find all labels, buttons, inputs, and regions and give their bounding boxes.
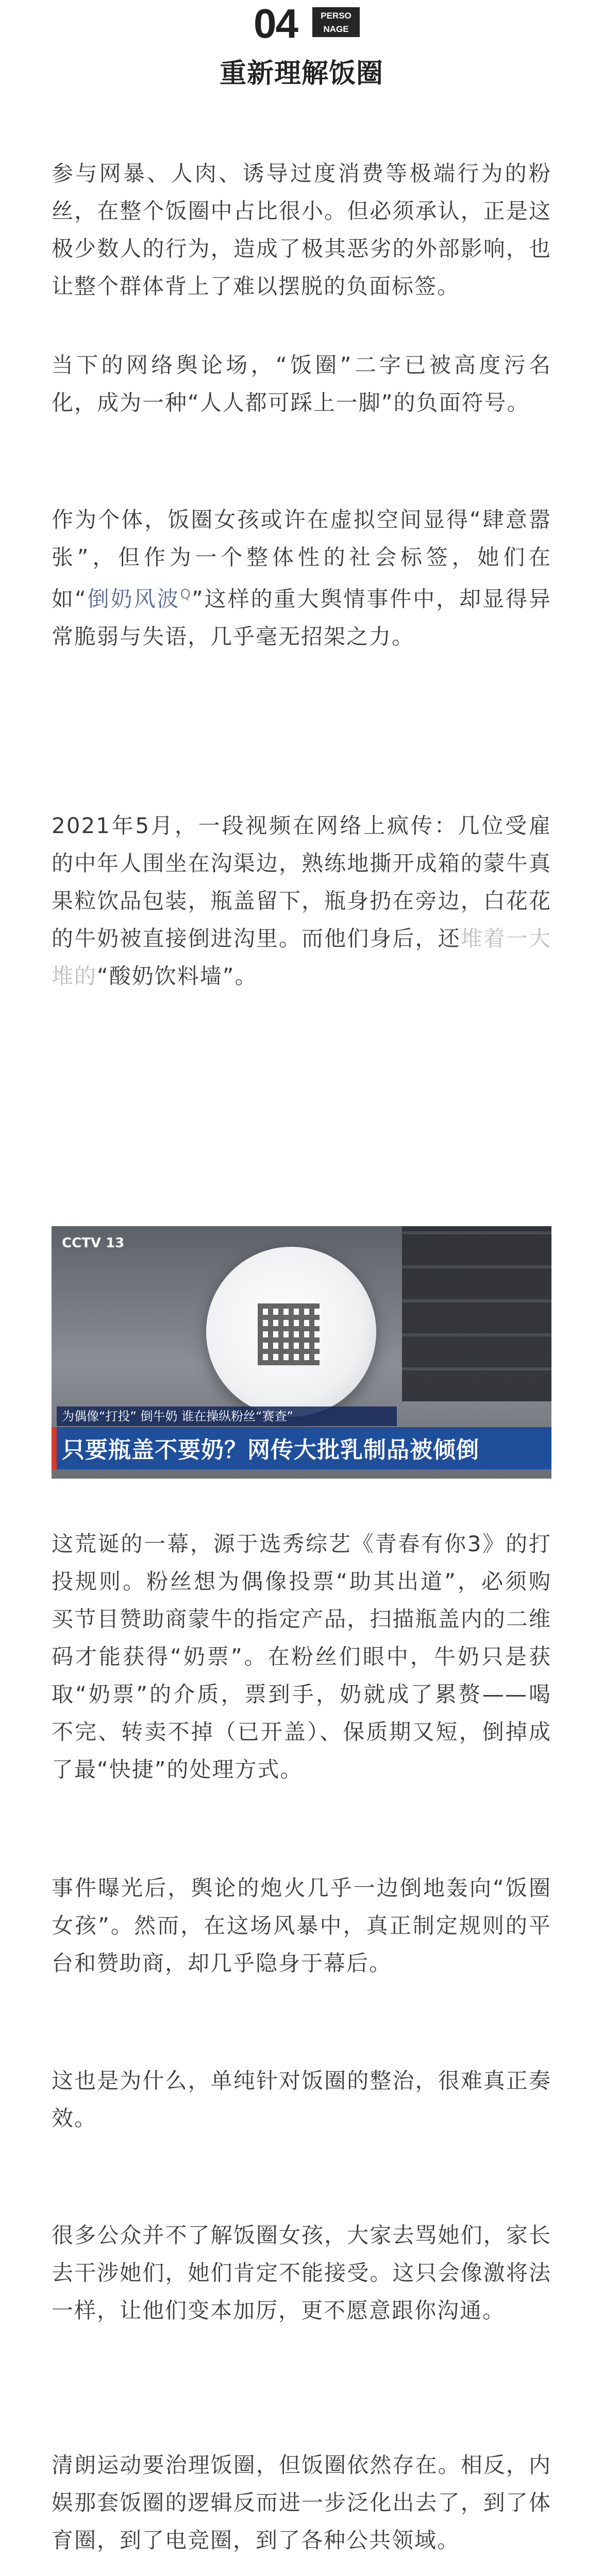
badge-line2: NAGE xyxy=(323,24,349,34)
section-number: 04 xyxy=(254,1,297,46)
section-title: 重新理解饭圈 xyxy=(219,58,383,89)
search-mark-icon[interactable]: Q xyxy=(180,587,192,602)
topic-link[interactable]: 倒奶风波 xyxy=(87,586,180,612)
section-header xyxy=(0,0,603,95)
paragraph-4-blurred: 堆着一大堆的 xyxy=(52,926,551,989)
paragraph-9: 清朗运动要治理饭圈，但饭圈依然存在。相反，内娱那套饭圈的逻辑反而进一步泛化出去了，到了体育圈，到了电竞圈，到了各种公共领域。 xyxy=(52,2452,551,2553)
news-caption-accent xyxy=(52,1427,57,1469)
paragraph-2: 当下的网络舆论场，“饭圈”二字已被高度污名化，成为一种“人人都可踩上一脚”的负面符号。 xyxy=(52,352,551,415)
keyboard-graphic xyxy=(402,1226,551,1401)
paragraph-3-text-b: ”这样的重大舆情事件中，却显得异常脆弱与失语，几乎毫无招架之力。 xyxy=(52,586,551,649)
section-badge xyxy=(312,7,360,37)
paragraph-3-text-a: 作为个体，饭圈女孩或许在虚拟空间显得“肆意嚣张”，但作为一个整体性的社会标签，她们在如“ xyxy=(52,507,551,612)
paragraph-8: 很多公众并不了解饭圈女孩，大家去骂她们，家长去干涉她们，她们肯定不能接受。这只会像激将法一样，让他们变本加厉，更不愿意跟你沟通。 xyxy=(52,2223,551,2323)
paragraph-6: 事件曝光后，舆论的炮火几乎一边倒地轰向“饭圈女孩”。然而，在这场风暴中，真正制定规则的平台和赞助商，却几乎隐身于幕后。 xyxy=(52,1875,551,1976)
paragraph-4-text-a: 2021年5月，一段视频在网络上疯传：几位受雇的中年人围坐在沟渠边，熟练地撕开成箱的蒙牛真果粒饮品包装，瓶盖留下，瓶身扔在旁边，白花花的牛奶被直接倒进沟里。而他们身后，还 xyxy=(52,813,551,951)
paragraph-3 xyxy=(52,501,551,655)
paragraph-5: 这荒诞的一幕，源于选秀综艺《青春有你3》的打投规则。粉丝想为偶像投票“助其出道”，必须购买节目赞助商蒙牛的指定产品，扫描瓶盖内的二维码才能获得“奶票”。在粉丝们眼中，牛奶只是获取“奶票”的介质，票到手，奶就成了累赘——喝不完、转卖不掉（已开盖）、保质期又短，倒掉成了最“快捷”的处理方式。 xyxy=(52,1531,551,1782)
paragraph-4 xyxy=(52,807,551,995)
tv-channel-logo: CCTV 13 xyxy=(62,1235,125,1251)
paragraph-4-text-b: “酸奶饮料墙”。 xyxy=(97,963,258,989)
qr-code-graphic xyxy=(258,1303,320,1365)
news-small-caption: 为偶像“打投” 倒牛奶 谁在操纵粉丝“赛查” xyxy=(57,1406,397,1426)
paragraph-7: 这也是为什么，单纯针对饭圈的整治，很难真正奏效。 xyxy=(52,2068,551,2131)
news-caption: 只要瓶盖不要奶？网传大批乳制品被倾倒 xyxy=(62,1437,479,1463)
badge-line1: PERSO xyxy=(321,11,351,21)
news-screenshot-image xyxy=(52,1226,551,1479)
paragraph-1: 参与网暴、人肉、诱导过度消费等极端行为的粉丝，在整个饭圈中占比很小。但必须承认，正是这极少数人的行为，造成了极其恶劣的外部影响，也让整个群体背上了难以摆脱的负面标签。 xyxy=(52,161,551,299)
